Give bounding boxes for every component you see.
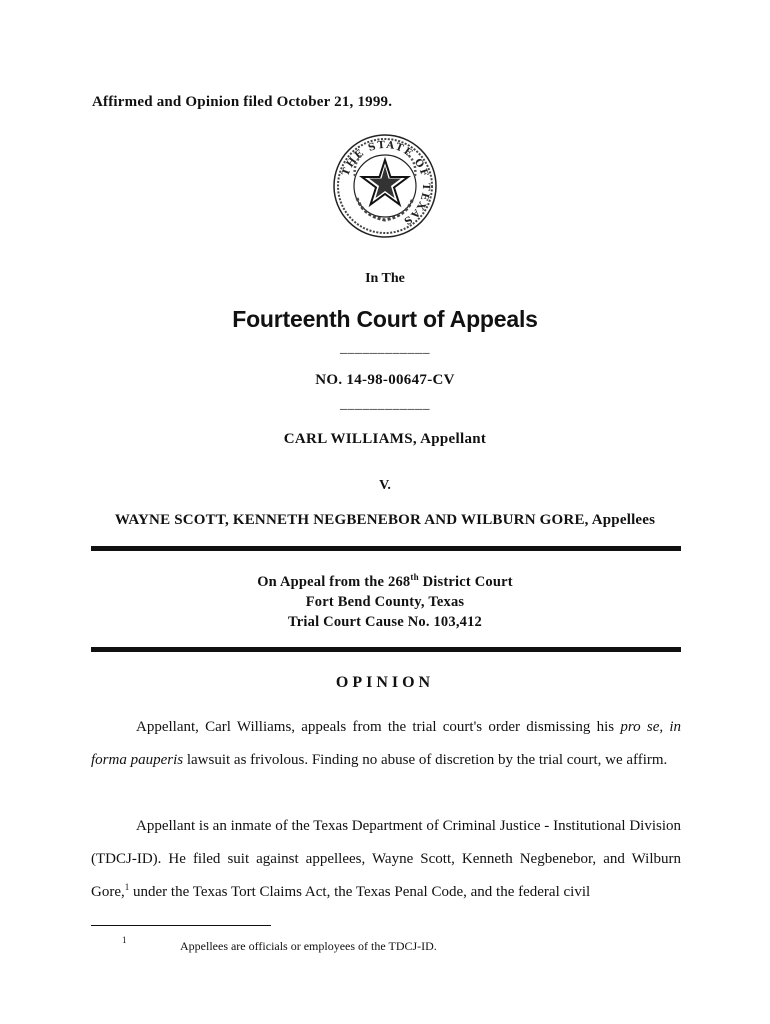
footnote-text: Appellees are officials or employees of the TDCJ-ID. [180,939,437,953]
texas-state-seal-icon [331,132,439,240]
appellant-name: CARL WILLIAMS, Appellant [283,431,487,447]
appeal-origin-block [0,572,770,632]
filed-date-line: Affirmed and Opinion filed October 21, 1999. [92,94,393,110]
horizontal-rule [91,647,681,652]
opinion-paragraph: Appellant is an inmate of the Texas Department of Criminal Justice - Institutional Division (TDCJ-ID). He filed suit against appellees, Wayne Scott, Kenneth Negbenebor, and Wilburn Gore,$^1$ under the Texas Tort Claims Act, the Texas Penal Code, and the federal civil [91,818,681,900]
separator-dashes: ____________ [340,397,430,412]
case-number: NO. 14-98-00647-CV [315,372,455,388]
trial-cause-number: Trial Court Cause No. 103,412 [287,614,483,630]
appellees-names: WAYNE SCOTT, KENNETH NEGBENEBOR AND WILBURN GORE, Appellees [114,512,656,528]
opinion-paragraph: Appellant, Carl Williams, appeals from the trial court's order dismissing his pro se, in forma pauperis lawsuit as frivolous. Finding no abuse of discretion by the trial court, we affirm. [91,719,681,768]
footnote-mark: 1 [122,935,127,945]
appeal-county-line: Fort Bend County, Texas [305,594,465,610]
opinion-heading: OPINION [335,674,435,691]
separator-dashes: ____________ [340,341,430,356]
footnote-separator [91,925,271,926]
in-the-label: In The [365,271,405,286]
seal-text: THE STATE OF TEXAS [340,139,432,227]
horizontal-rule [91,546,681,551]
appeal-court-line: On Appeal from the 268th District Court [257,572,513,590]
footnote-reference[interactable]: 1 [124,882,130,892]
versus-label: V. [379,478,391,493]
court-name: Fourteenth Court of Appeals [232,306,538,332]
